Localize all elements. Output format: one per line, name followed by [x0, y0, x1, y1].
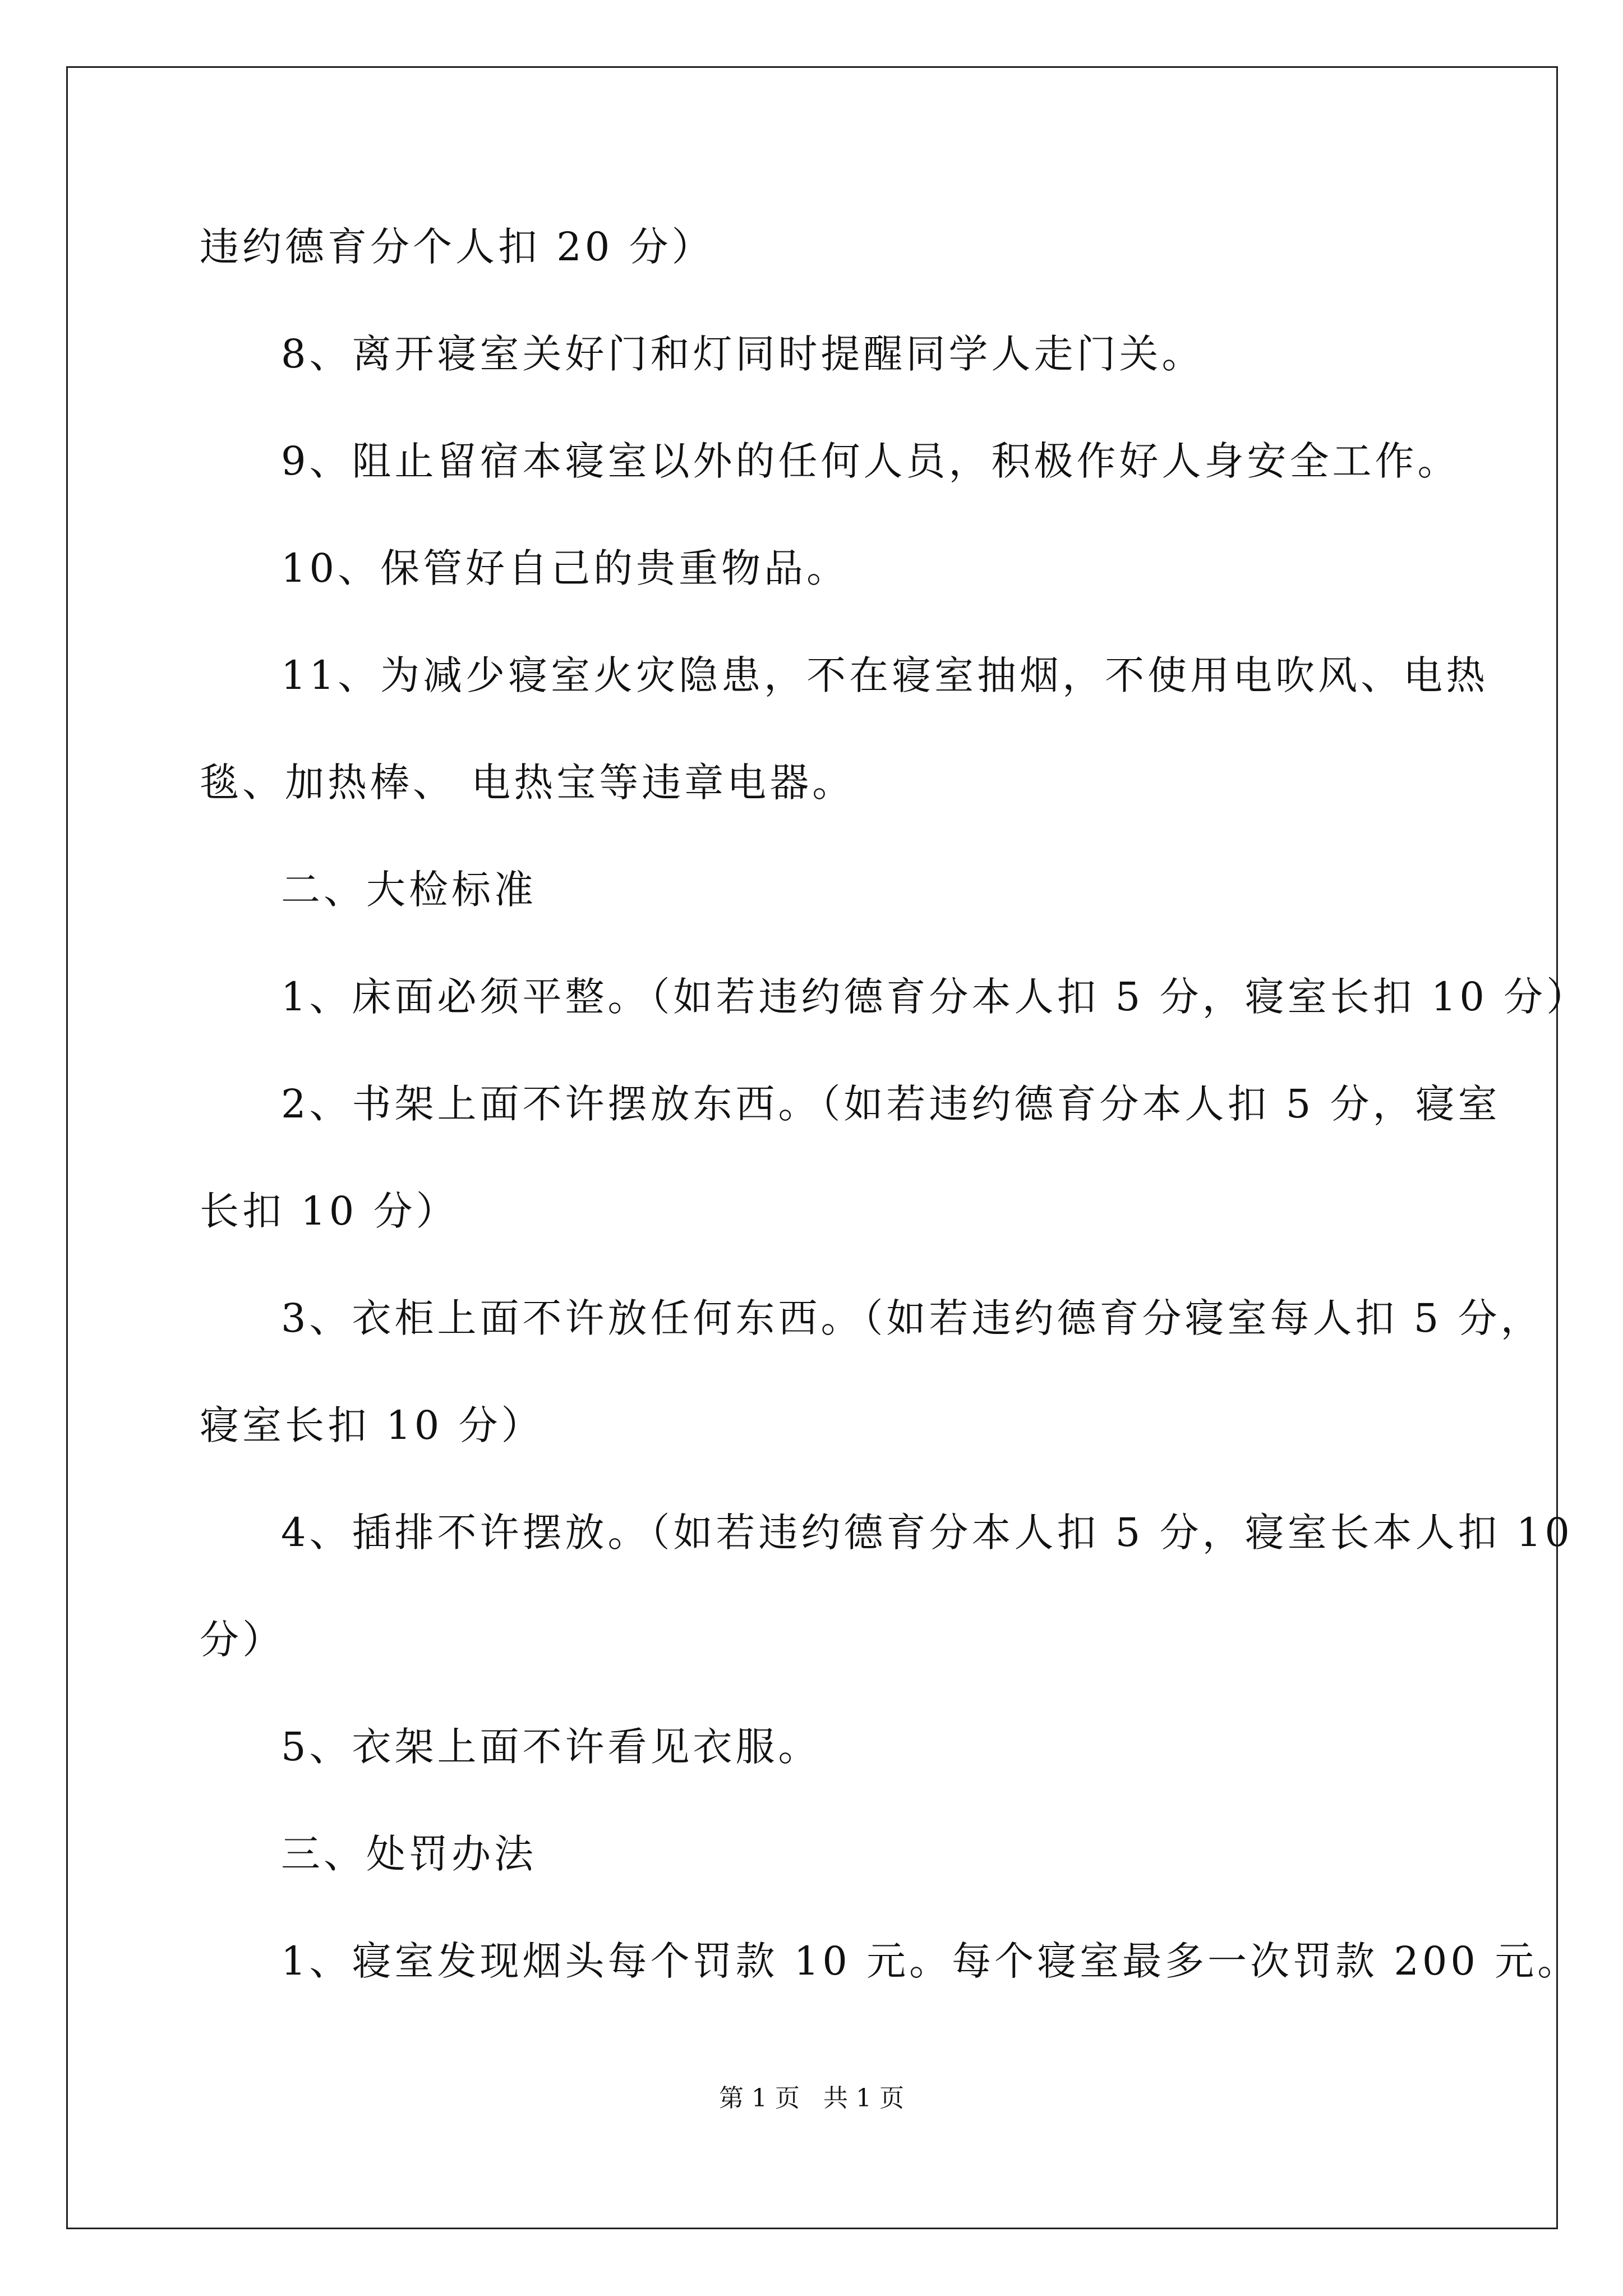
text-line: 1、寝室发现烟头每个罚款 10 元。每个寝室最多一次罚款 200 元。 — [281, 1938, 1580, 1984]
text-line: 2、书架上面不许摆放东西。（如若违约德育分本人扣 5 分，寝室 — [281, 1081, 1501, 1127]
text-line: 4、插排不许摆放。（如若违约德育分本人扣 5 分，寝室长本人扣 10 — [281, 1510, 1573, 1556]
text-line: 11、为减少寝室火灾隐患，不在寝室抽烟，不使用电吹风、电热 — [281, 652, 1489, 698]
page-frame — [66, 66, 1558, 2229]
text-line: 寝室长扣 10 分） — [200, 1402, 544, 1448]
section-heading: 三、处罚办法 — [281, 1831, 537, 1877]
text-line: 8、离开寝室关好门和灯同时提醒同学人走门关。 — [281, 331, 1205, 377]
text-line: 1、床面必须平整。（如若违约德育分本人扣 5 分，寝室长扣 10 分） — [281, 974, 1589, 1020]
text-line: 长扣 10 分） — [200, 1188, 459, 1234]
text-line: 10、保管好自己的贵重物品。 — [281, 545, 850, 591]
text-line: 毯、加热棒、 电热宝等违章电器。 — [200, 760, 855, 806]
text-line: 5、衣架上面不许看见衣服。 — [281, 1724, 821, 1770]
text-line: 3、衣柜上面不许放任何东西。（如若违约德育分寝室每人扣 5 分， — [281, 1295, 1543, 1341]
section-heading: 二、大检标准 — [281, 867, 537, 913]
text-line: 违约德育分个人扣 20 分） — [200, 224, 714, 270]
text-line: 9、阻止留宿本寝室以外的任何人员，积极作好人身安全工作。 — [281, 438, 1460, 484]
text-line: 分） — [200, 1617, 285, 1663]
page-number-footer: 第 1 页 共 1 页 — [719, 2084, 904, 2113]
